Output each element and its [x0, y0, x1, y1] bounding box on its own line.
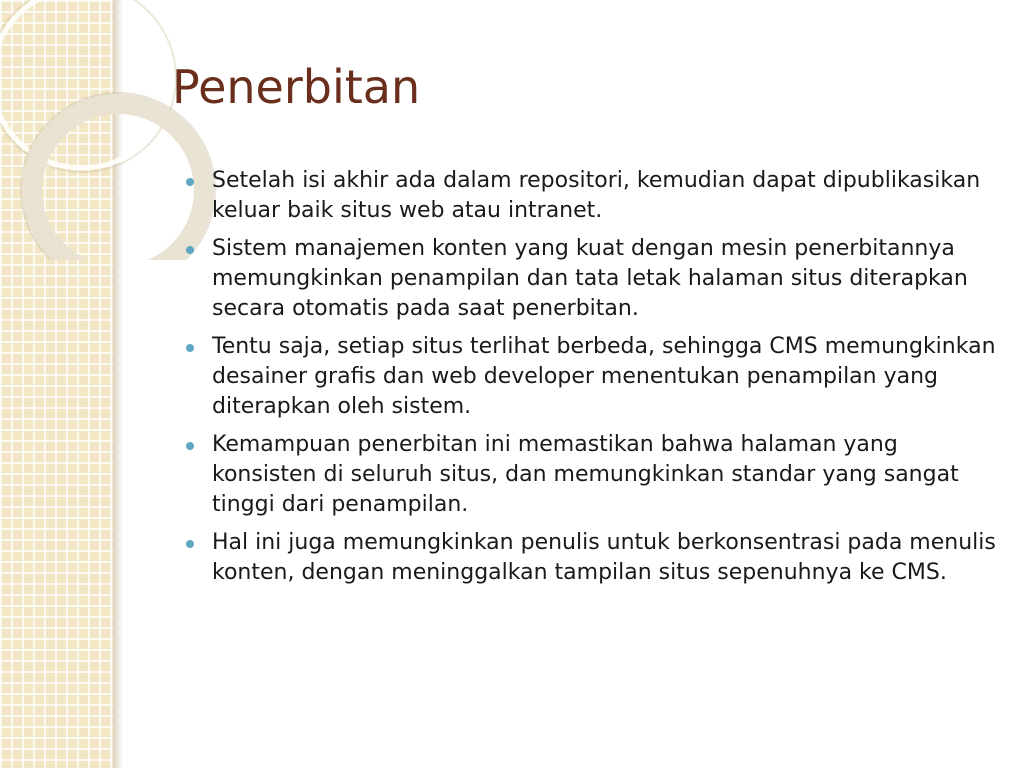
decorative-ring-small: [32, 104, 204, 260]
bullet-text: Setelah isi akhir ada dalam repositori, kemudian dapat dipublikasikan keluar baik situs web atau intranet.: [212, 168, 981, 223]
bullet-dot-icon: [186, 178, 194, 186]
bullet-text: Kemampuan penerbitan ini memastikan bahwa halaman yang konsisten di seluruh situs, dan memungkinkan standar yang sangat tinggi dari penampilan.: [212, 432, 959, 517]
bullet-item-2: [182, 234, 1002, 324]
bullet-item-3: [182, 332, 1002, 422]
bullet-text: Sistem manajemen konten yang kuat dengan mesin penerbitannya memungkinkan penampilan dan tata letak halaman situs diterapkan secara otomatis pada saat penerbitan.: [212, 236, 968, 321]
bullet-text: Hal ini juga memungkinkan penulis untuk berkonsentrasi pada menulis konten, dengan meninggalkan tampilan situs sepenuhnya ke CMS.: [212, 530, 996, 585]
bullet-item-5: [182, 528, 1002, 588]
bullet-list: [182, 166, 1002, 596]
bullet-item-1: [182, 166, 1002, 226]
bullet-dot-icon: [186, 442, 194, 450]
bullet-item-4: [182, 430, 1002, 520]
decorative-ring-large: [0, 0, 172, 168]
bullet-dot-icon: [186, 344, 194, 352]
bullet-dot-icon: [186, 540, 194, 548]
slide-title: Penerbitan: [172, 60, 421, 114]
bullet-dot-icon: [186, 246, 194, 254]
bullet-text: Tentu saja, setiap situs terlihat berbeda, sehingga CMS memungkinkan desainer grafis dan web developer menentukan penampilan yang diterapkan oleh sistem.: [212, 334, 996, 419]
